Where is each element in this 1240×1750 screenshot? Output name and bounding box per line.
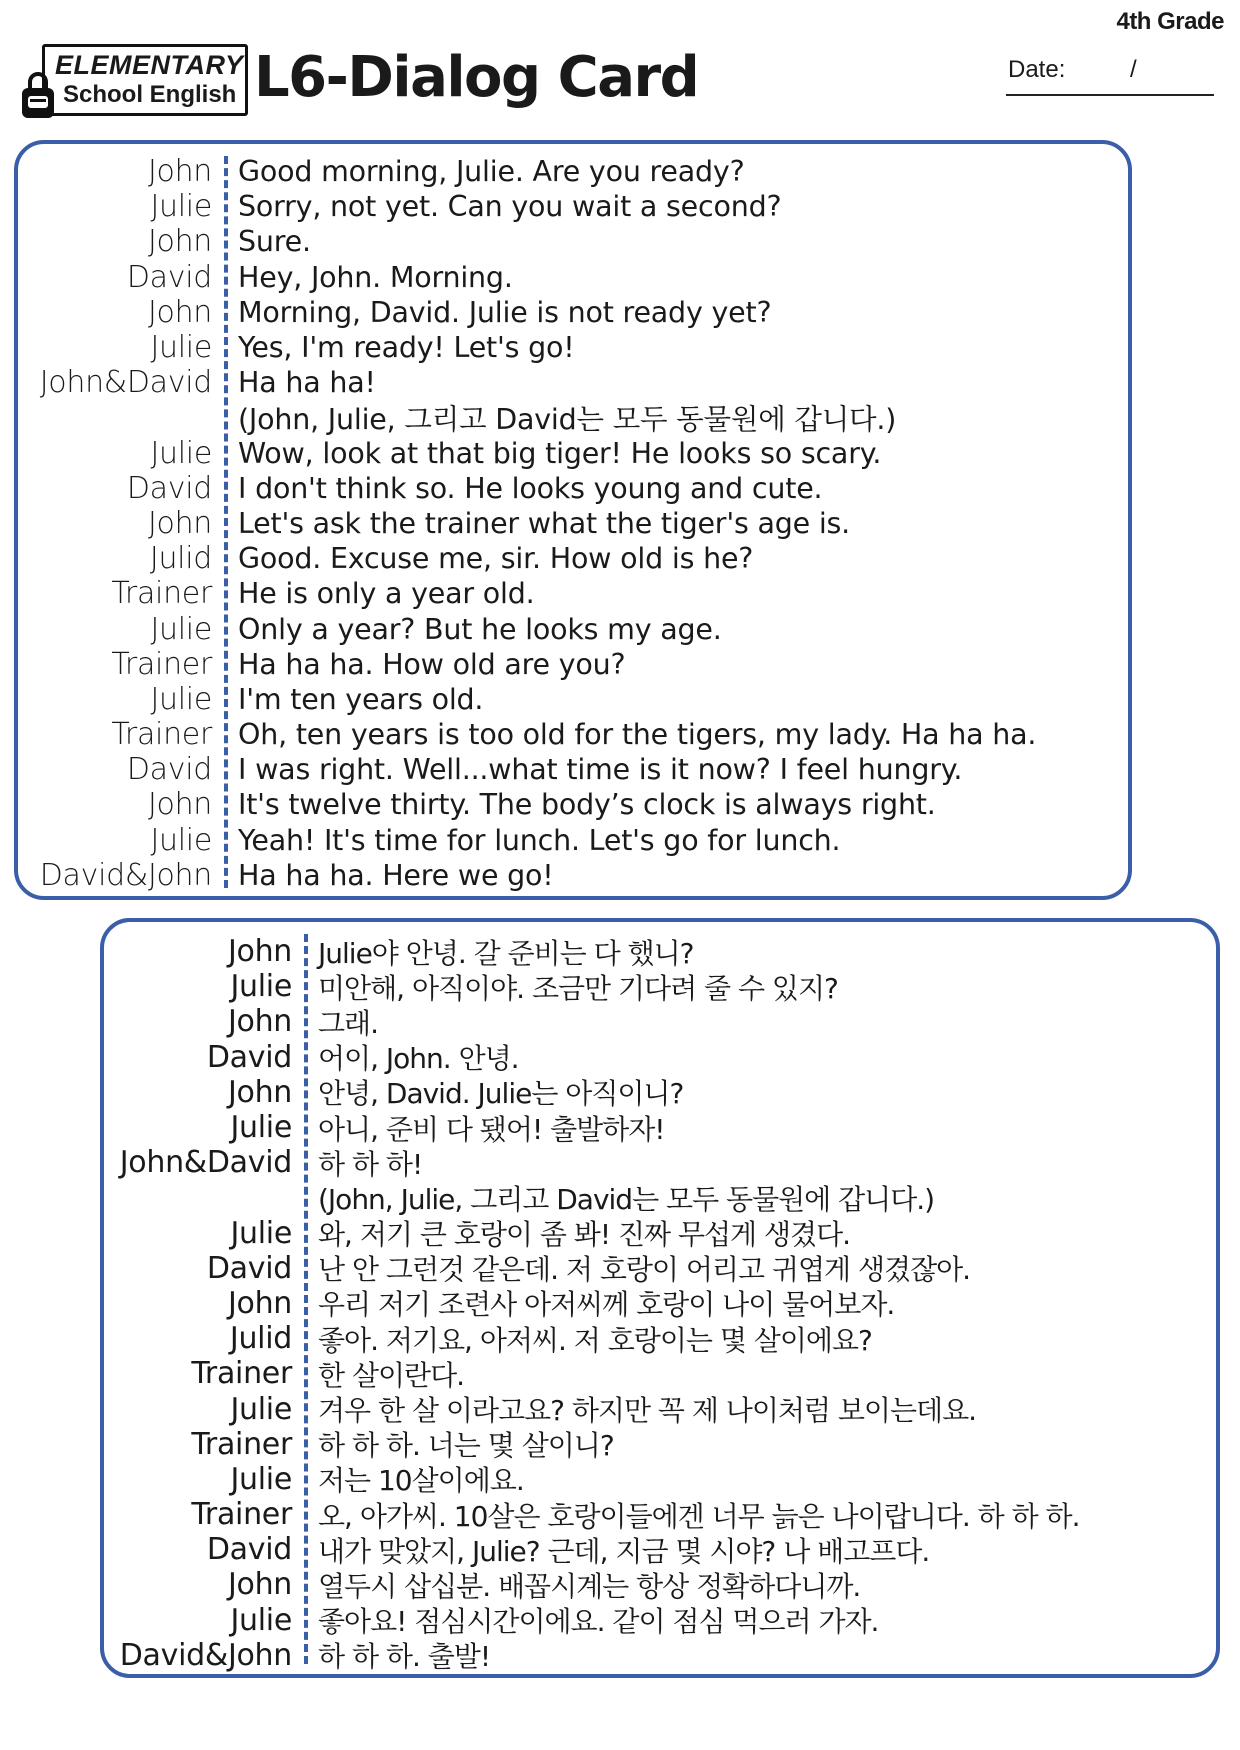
- dialog-text: Good morning, Julie. Are you ready?: [238, 155, 745, 189]
- dialog-line: [18, 682, 1036, 717]
- dialog-line: [18, 471, 1036, 506]
- dialog-speaker: John: [147, 505, 212, 541]
- dialog-line: [104, 1603, 1080, 1638]
- page-title: L6-Dialog Card: [254, 45, 699, 110]
- dialog-speaker: Julie: [230, 1461, 292, 1497]
- dialog-text: Julie야 안녕. 갈 준비는 다 했니?: [318, 936, 694, 970]
- dialog-text: 하 하 하. 출발!: [318, 1640, 491, 1674]
- dialog-line: [104, 1075, 1080, 1110]
- dialog-speaker: Julie: [150, 435, 212, 471]
- dialog-line: [104, 1216, 1080, 1251]
- date-field-line[interactable]: [1006, 94, 1214, 96]
- dialog-speaker: David&John: [119, 1637, 292, 1673]
- dialog-text: 한 살이란다.: [318, 1358, 465, 1392]
- dialog-text: Ha ha ha!: [238, 366, 376, 400]
- dialog-text: Let's ask the trainer what the tiger's age is.: [238, 506, 851, 540]
- dialog-text: 좋아요! 점심시간이에요. 같이 점심 먹으러 가자.: [318, 1605, 879, 1639]
- dialog-line: [104, 1497, 1080, 1532]
- date-label: Date:: [1008, 56, 1066, 83]
- dialog-speaker: Julid: [229, 1321, 292, 1357]
- dialog-line: [18, 154, 1036, 189]
- dialog-speaker: Trainer: [111, 717, 212, 753]
- dialog-speaker: John&David: [39, 365, 212, 401]
- dialog-speaker: Julie: [230, 1391, 292, 1427]
- dialog-text: 아니, 준비 다 됐어! 출발하자!: [318, 1112, 665, 1146]
- dialog-line: [104, 1286, 1080, 1321]
- dialog-text: 우리 저기 조련사 아저씨께 호랑이 나이 물어보자.: [318, 1288, 895, 1322]
- dialog-line: [104, 1356, 1080, 1391]
- logo-line2: School English: [63, 81, 237, 108]
- dialog-line: [104, 1567, 1080, 1602]
- dialog-line: [104, 1462, 1080, 1497]
- dialog-line: [104, 1040, 1080, 1075]
- dialog-text: I don't think so. He looks young and cute.: [238, 471, 823, 505]
- dialog-text: 미안해, 아직이야. 조금만 기다려 줄 수 있지?: [318, 971, 838, 1005]
- dialog-line: [104, 1004, 1080, 1039]
- dialog-line: [18, 647, 1036, 682]
- dialog-speaker: John: [147, 294, 212, 330]
- stage-note-text: (John, Julie, 그리고 David는 모두 동물원에 갑니다.): [238, 403, 897, 437]
- dialog-line: [104, 1391, 1080, 1426]
- dialog-speaker: Julie: [230, 969, 292, 1005]
- dialog-speaker: David: [206, 1039, 292, 1075]
- dialog-text: 그래.: [318, 1006, 378, 1040]
- dialog-line: [104, 1110, 1080, 1145]
- dialog-line: [18, 541, 1036, 576]
- dialog-text: Sure.: [238, 225, 311, 259]
- dialog-line: [104, 1427, 1080, 1462]
- dialog-text: 난 안 그런것 같은데. 저 호랑이 어리고 귀엽게 생겼잖아.: [318, 1253, 971, 1287]
- date-slash: /: [1130, 56, 1137, 83]
- dialog-text: Sorry, not yet. Can you wait a second?: [238, 190, 782, 224]
- dialog-line: [104, 1145, 1080, 1180]
- dialog-speaker: Julie: [150, 611, 212, 647]
- dialog-speaker: Trainer: [191, 1356, 292, 1392]
- dialog-text: 어이, John. 안녕.: [318, 1042, 519, 1076]
- dialog-speaker: Trainer: [111, 576, 212, 612]
- dialog-line: [104, 1321, 1080, 1356]
- dialog-speaker: Julie: [150, 681, 212, 717]
- korean-dialog-card: [100, 918, 1220, 1678]
- dialog-line: [104, 969, 1080, 1004]
- dialog-speaker: Julie: [230, 1215, 292, 1251]
- dialog-speaker: David&John: [39, 857, 212, 893]
- dialog-line: [18, 787, 1036, 822]
- dialog-text: 하 하 하. 너는 몇 살이니?: [318, 1429, 614, 1463]
- dialog-text: It's twelve thirty. The body’s clock is always right.: [238, 788, 936, 822]
- dialog-speaker: John: [227, 1004, 292, 1040]
- dialog-text: Only a year? But he looks my age.: [238, 612, 722, 646]
- dialog-line: [104, 1638, 1080, 1673]
- dialog-text: Oh, ten years is too old for the tigers, my lady. Ha ha ha.: [238, 718, 1037, 752]
- dialog-speaker: David: [126, 752, 212, 788]
- dialog-text: I'm ten years old.: [238, 682, 484, 716]
- dialog-speaker: Trainer: [191, 1426, 292, 1462]
- dialog-speaker: John: [147, 154, 212, 190]
- korean-dialog-rows: [104, 934, 1080, 1673]
- stage-note-text: (John, Julie, 그리고 David는 모두 동물원에 갑니다.): [318, 1182, 935, 1216]
- english-dialog-card: [14, 140, 1132, 900]
- dialog-speaker: David: [126, 259, 212, 295]
- dialog-speaker: John: [227, 1074, 292, 1110]
- dialog-line: [18, 295, 1036, 330]
- logo-line1: ELEMENTARY: [55, 50, 244, 80]
- dialog-text: 와, 저기 큰 호랑이 좀 봐! 진짜 무섭게 생겼다.: [318, 1218, 851, 1252]
- dialog-line: [104, 934, 1080, 969]
- dialog-text: 좋아. 저기요, 아저씨. 저 호랑이는 몇 살이에요?: [318, 1323, 872, 1357]
- dialog-text: 겨우 한 살 이라고요? 하지만 꼭 제 나이처럼 보이는데요.: [318, 1394, 977, 1428]
- dialog-text: 안녕, David. Julie는 아직이니?: [318, 1077, 684, 1111]
- dialog-text: Ha ha ha. Here we go!: [238, 858, 554, 892]
- dialog-speaker: Julie: [150, 822, 212, 858]
- dialog-line: [18, 823, 1036, 858]
- dialog-speaker: Julie: [150, 189, 212, 225]
- dialog-line: [18, 752, 1036, 787]
- dialog-line: [18, 611, 1036, 646]
- dialog-line: [18, 506, 1036, 541]
- dialog-line: [18, 858, 1036, 893]
- dialog-text: Yeah! It's time for lunch. Let's go for lunch.: [238, 823, 841, 857]
- dialog-text: I was right. Well...what time is it now? I feel hungry.: [238, 753, 963, 787]
- school-logo: [18, 44, 250, 118]
- dialog-line: [18, 330, 1036, 365]
- backpack-icon: [18, 72, 60, 120]
- dialog-line: [18, 576, 1036, 611]
- dialog-speaker: Julid: [149, 541, 212, 577]
- dialog-text: Morning, David. Julie is not ready yet?: [238, 295, 772, 329]
- dialog-speaker: John: [227, 934, 292, 970]
- dialog-text: Good. Excuse me, sir. How old is he?: [238, 542, 754, 576]
- dialog-line: [18, 717, 1036, 752]
- dialog-text: 오, 아가씨. 10살은 호랑이들에겐 너무 늙은 나이랍니다. 하 하 하.: [318, 1499, 1080, 1533]
- dialog-line: [18, 260, 1036, 295]
- dialog-text: 저는 10살이에요.: [318, 1464, 524, 1498]
- dialog-speaker: John: [147, 787, 212, 823]
- dialog-text: Yes, I'm ready! Let's go!: [238, 331, 575, 365]
- dialog-speaker: Julie: [150, 330, 212, 366]
- dialog-speaker: Julie: [230, 1110, 292, 1146]
- dialog-speaker: John: [227, 1285, 292, 1321]
- dialog-line: [18, 224, 1036, 259]
- dialog-speaker: David: [206, 1250, 292, 1286]
- dialog-line: [18, 436, 1036, 471]
- dialog-speaker: Trainer: [191, 1497, 292, 1533]
- dialog-stage-note: [104, 1180, 1080, 1215]
- dialog-text: He is only a year old.: [238, 577, 535, 611]
- dialog-speaker: John&David: [119, 1145, 292, 1181]
- dialog-speaker: Julie: [230, 1602, 292, 1638]
- grade-label: 4th Grade: [1116, 8, 1224, 35]
- logo-box: [42, 44, 248, 116]
- english-dialog-rows: [18, 154, 1036, 893]
- dialog-speaker: John: [147, 224, 212, 260]
- dialog-text: Hey, John. Morning.: [238, 260, 513, 294]
- dialog-speaker: David: [206, 1532, 292, 1568]
- dialog-text: 하 하 하!: [318, 1147, 423, 1181]
- dialog-text: 열두시 삽십분. 배꼽시계는 항상 정확하다니까.: [318, 1569, 861, 1603]
- dialog-text: Ha ha ha. How old are you?: [238, 647, 626, 681]
- dialog-line: [18, 365, 1036, 400]
- dialog-line: [104, 1532, 1080, 1567]
- dialog-text: 내가 맞았지, Julie? 근데, 지금 몇 시야? 나 배고프다.: [318, 1534, 930, 1568]
- dialog-speaker: David: [126, 470, 212, 506]
- dialog-speaker: Trainer: [111, 646, 212, 682]
- dialog-line: [104, 1251, 1080, 1286]
- dialog-stage-note: [18, 400, 1036, 435]
- dialog-line: [18, 189, 1036, 224]
- dialog-text: Wow, look at that big tiger! He looks so scary.: [238, 436, 882, 470]
- dialog-speaker: John: [227, 1567, 292, 1603]
